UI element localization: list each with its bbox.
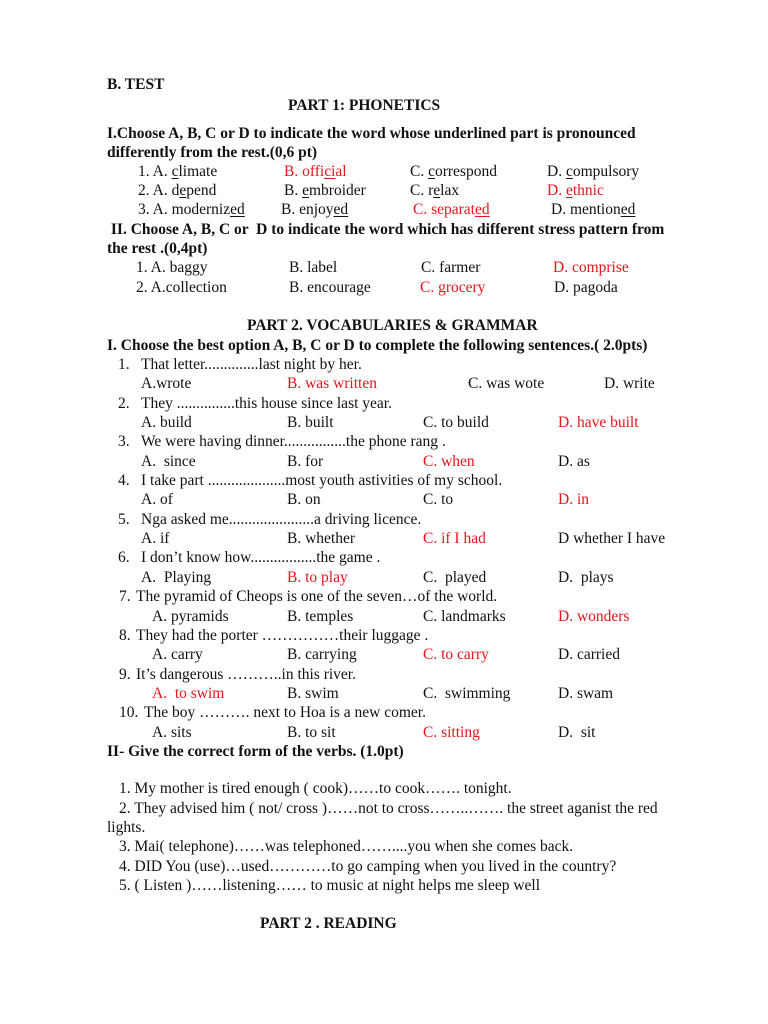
grammar-q6-text: I don’t know how.................the game .: [141, 549, 381, 566]
phonetics-q2-option-b: B. embroider: [284, 182, 366, 199]
reading-title: PART 2 . READING: [260, 915, 397, 932]
phonetics-q2-option-a: 2. A. depend: [138, 182, 217, 199]
grammar-q10-option-d: D. sit: [558, 724, 596, 741]
grammar-q5-text: Nga asked me......................a driving licence.: [141, 511, 422, 528]
verb-item-2-cont: lights.: [107, 819, 146, 836]
part2-title: PART 2. VOCABULARIES & GRAMMAR: [247, 317, 538, 334]
part2-sec1-instruction: I. Choose the best option A, B, C or D to complete the following sentences.( 2.0pts): [107, 337, 648, 354]
grammar-q2-option-a: A. build: [141, 414, 192, 431]
phonetics-q2-option-d-answer: D. ethnic: [547, 182, 604, 199]
grammar-q8-option-d: D. carried: [558, 646, 620, 663]
grammar-q2-option-b: B. built: [287, 414, 334, 431]
grammar-q5-option-a: A. if: [141, 530, 170, 547]
grammar-q9-option-d: D. swam: [558, 685, 614, 702]
grammar-q6-option-c: C. played: [423, 569, 487, 586]
grammar-q8-option-a: A. carry: [152, 646, 203, 663]
grammar-q5-option-b: B. whether: [287, 530, 356, 547]
grammar-q10-option-c-answer: C. sitting: [423, 724, 480, 741]
grammar-q10-number: 10.: [119, 704, 139, 721]
grammar-q3-option-b: B. for: [287, 453, 324, 470]
grammar-q7-number: 7.: [119, 588, 131, 605]
grammar-q9-text: It’s dangerous ………..in this river.: [136, 666, 356, 683]
part1-sec2-instruction: II. Choose A, B, C or D to indicate the word which has different stress pattern from: [107, 221, 665, 238]
grammar-q7-option-a: A. pyramids: [152, 608, 229, 625]
grammar-q4-option-d-answer: D. in: [558, 491, 589, 508]
verb-item-3: 3. Mai( telephone)……was telephoned……....you when she comes back.: [119, 838, 574, 855]
part1-sec1-instruction-cont: differently from the rest.(0,6 pt): [107, 144, 318, 161]
grammar-q2-number: 2.: [118, 395, 130, 412]
stress-q2-option-c-answer: C. grocery: [420, 279, 486, 296]
grammar-q5-option-c-answer: C. if I had: [423, 530, 486, 547]
grammar-q3-text: We were having dinner................the phone rang .: [141, 433, 446, 450]
phonetics-q3-option-d: D. mentioned: [551, 201, 636, 218]
stress-q2-option-b: B. encourage: [289, 279, 371, 296]
stress-q1-option-d-answer: D. comprise: [553, 259, 629, 276]
grammar-q9-option-b: B. swim: [287, 685, 339, 702]
grammar-q2-option-c: C. to build: [423, 414, 489, 431]
stress-q1-option-c: C. farmer: [421, 259, 481, 276]
grammar-q10-text: The boy ………. next to Hoa is a new comer.: [144, 704, 426, 721]
grammar-q1-option-a: A.wrote: [141, 375, 192, 392]
grammar-q8-option-c-answer: C. to carry: [423, 646, 489, 663]
grammar-q6-number: 6.: [118, 549, 130, 566]
grammar-q2-text: They ...............this house since last year.: [141, 395, 392, 412]
grammar-q4-option-a: A. of: [141, 491, 173, 508]
grammar-q4-text: I take part ....................most youth astivities of my school.: [141, 472, 503, 489]
grammar-q8-option-b: B. carrying: [287, 646, 357, 663]
grammar-q6-option-b-answer: B. to play: [287, 569, 348, 586]
grammar-q1-option-d: D. write: [604, 375, 655, 392]
grammar-q7-option-d-answer: D. wonders: [558, 608, 630, 625]
grammar-q8-text: They had the porter ……………their luggage .: [136, 627, 429, 644]
grammar-q9-number: 9.: [119, 666, 131, 683]
grammar-q5-option-d: D whether I have: [558, 530, 666, 547]
verb-item-5: 5. ( Listen )……listening…… to music at night helps me sleep well: [119, 877, 541, 894]
part2-sec2-instruction: II- Give the correct form of the verbs. (1.0pt): [107, 743, 404, 760]
grammar-q7-option-b: B. temples: [287, 608, 354, 625]
grammar-q9-option-a-answer: A. to swim: [152, 685, 225, 702]
grammar-q4-number: 4.: [118, 472, 130, 489]
verb-item-2: 2. They advised him ( not/ cross )……not to cross……..……. the street aganist the red: [119, 800, 658, 817]
grammar-q4-option-b: B. on: [287, 491, 321, 508]
stress-q1-option-b: B. label: [289, 259, 338, 276]
grammar-q7-option-c: C. landmarks: [423, 608, 506, 625]
grammar-q3-option-c-answer: C. when: [423, 453, 475, 470]
grammar-q1-number: 1.: [118, 356, 130, 373]
grammar-q3-option-d: D. as: [558, 453, 590, 470]
test-heading: B. TEST: [107, 76, 165, 93]
grammar-q8-number: 8.: [119, 627, 131, 644]
grammar-q9-option-c: C. swimming: [423, 685, 511, 702]
part1-title: PART 1: PHONETICS: [288, 97, 441, 114]
stress-q2-option-d: D. pagoda: [554, 279, 618, 296]
grammar-q1-option-b-answer: B. was written: [287, 375, 377, 392]
grammar-q3-option-a: A. since: [141, 453, 196, 470]
phonetics-q1-option-b-answer: B. official: [284, 163, 347, 180]
phonetics-q3-option-c-answer: C. separated: [413, 201, 490, 218]
grammar-q4-option-c: C. to: [423, 491, 454, 508]
phonetics-q1-option-c: C. correspond: [410, 163, 497, 180]
grammar-q3-number: 3.: [118, 433, 130, 450]
grammar-q7-text: The pyramid of Cheops is one of the seven…of the world.: [136, 588, 498, 605]
grammar-q1-option-c: C. was wote: [468, 375, 545, 392]
grammar-q2-option-d-answer: D. have built: [558, 414, 639, 431]
grammar-q6-option-a: A. Playing: [141, 569, 212, 586]
grammar-q10-option-a: A. sits: [152, 724, 192, 741]
phonetics-q3-option-a: 3. A. modernized: [138, 201, 245, 218]
verb-item-1: 1. My mother is tired enough ( cook)……to cook……. tonight.: [119, 780, 512, 797]
stress-q1-option-a: 1. A. baggy: [136, 259, 208, 276]
phonetics-q3-option-b: B. enjoyed: [281, 201, 349, 218]
phonetics-q1-option-a: 1. A. climate: [138, 163, 218, 180]
phonetics-q2-option-c: C. relax: [410, 182, 460, 199]
grammar-q6-option-d: D. plays: [558, 569, 614, 586]
part1-sec2-instruction-cont: the rest .(0,4pt): [107, 240, 208, 257]
grammar-q5-number: 5.: [118, 511, 130, 528]
grammar-q10-option-b: B. to sit: [287, 724, 336, 741]
stress-q2-option-a: 2. A.collection: [136, 279, 227, 296]
verb-item-4: 4. DID You (use)…used…………to go camping when you lived in the country?: [119, 858, 617, 875]
grammar-q1-text: That letter..............last night by her.: [141, 356, 362, 373]
phonetics-q1-option-d: D. compulsory: [547, 163, 640, 180]
part1-sec1-instruction: I.Choose A, B, C or D to indicate the word whose underlined part is pronounced: [107, 125, 636, 142]
